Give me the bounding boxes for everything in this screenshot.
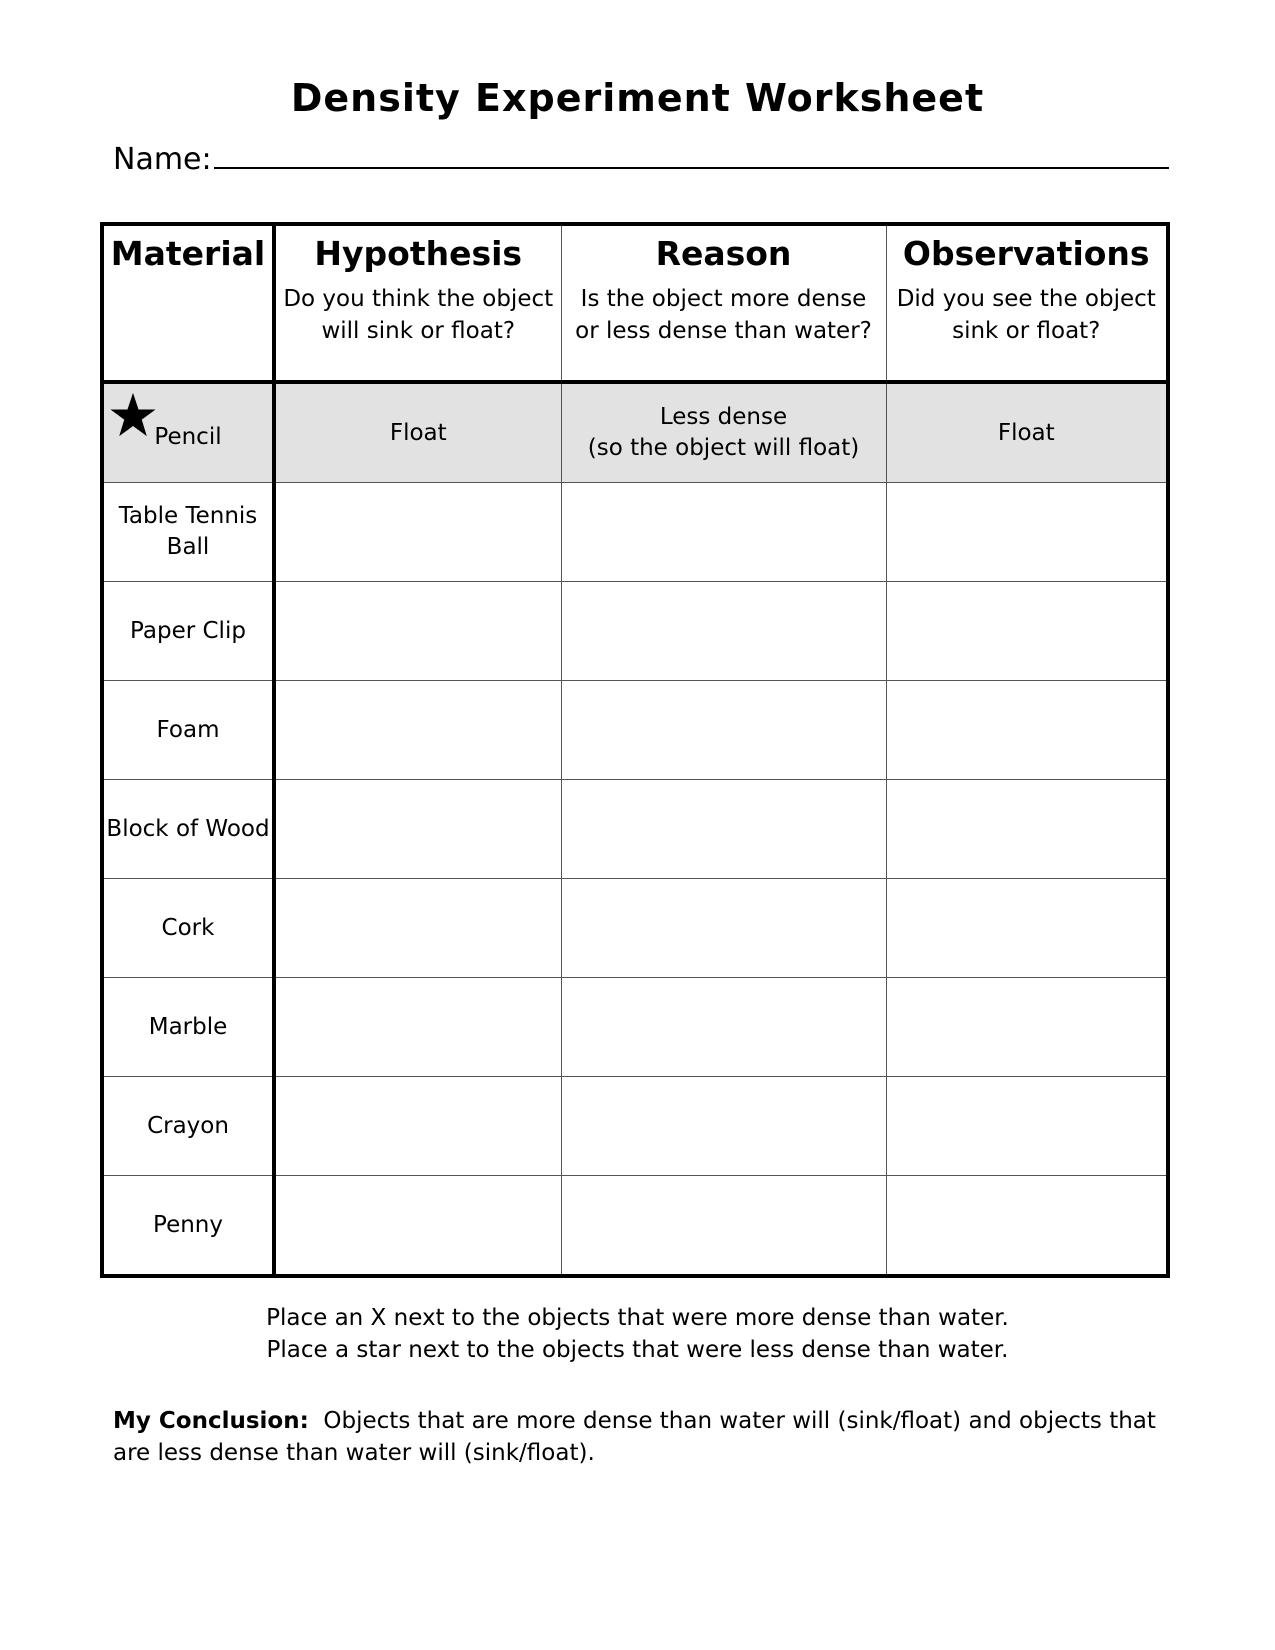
instruction-line: Place an X next to the objects that were more dense than water. [266,1305,1009,1331]
reason-cell[interactable] [561,1176,886,1277]
reason-cell[interactable] [561,780,886,879]
name-underline[interactable] [214,167,1169,169]
density-table [100,222,1170,1278]
hypothesis-cell: Float [274,382,561,483]
material-cell: Table Tennis Ball [102,483,274,582]
reason-cell[interactable] [561,582,886,681]
observation-cell[interactable] [886,483,1168,582]
reason-cell[interactable] [561,879,886,978]
material-cell: Penny [102,1176,274,1277]
hypothesis-cell[interactable] [274,1077,561,1176]
table-row [102,978,1168,1077]
material-cell [102,382,274,483]
material-cell: Foam [102,681,274,780]
example-row [102,382,1168,483]
header-title: Hypothesis [314,234,523,273]
header-material [102,224,274,382]
observation-cell[interactable] [886,879,1168,978]
hypothesis-cell[interactable] [274,780,561,879]
header-subtitle: Do you think the object will sink or float? [283,286,554,344]
conclusion-label: My Conclusion: [113,1408,309,1434]
reason-line: Less dense [659,404,788,430]
reason-cell[interactable] [561,1077,886,1176]
table-row [102,780,1168,879]
material-cell: Paper Clip [102,582,274,681]
header-hypothesis [274,224,561,382]
reason-line: (so the object will float) [587,435,860,461]
table-row [102,1077,1168,1176]
table-row [102,1176,1168,1277]
table-row [102,879,1168,978]
conclusion [113,1405,1163,1469]
header-subtitle: Did you see the object sink or float? [896,286,1156,344]
observation-cell[interactable] [886,1176,1168,1277]
worksheet-title: Density Experiment Worksheet [290,76,985,120]
observation-cell: Float [886,382,1168,483]
header-subtitle: Is the object more dense or less dense than water? [575,286,872,344]
hypothesis-cell[interactable] [274,483,561,582]
material-cell: Marble [102,978,274,1077]
star-icon [110,392,156,438]
material-cell: Block of Wood [102,780,274,879]
reason-cell[interactable] [561,483,886,582]
observation-cell[interactable] [886,780,1168,879]
observation-cell[interactable] [886,582,1168,681]
hypothesis-cell[interactable] [274,681,561,780]
header-title: Reason [655,234,792,273]
reason-cell[interactable] [561,681,886,780]
table-row [102,681,1168,780]
conclusion-text: Objects that are more dense than water will (sink/float) and objects that are less dense than water will (sink/float). [113,1408,1156,1466]
observation-cell[interactable] [886,1077,1168,1176]
name-field [113,142,1169,177]
material-cell: Crayon [102,1077,274,1176]
header-observations [886,224,1168,382]
table-row [102,483,1168,582]
observation-cell[interactable] [886,681,1168,780]
material-label: Pencil [154,423,222,450]
reason-cell[interactable] [561,978,886,1077]
header-title: Observations [902,234,1150,273]
table-row [102,582,1168,681]
header-title: Material [110,234,266,273]
observation-cell[interactable] [886,978,1168,1077]
instructions [0,1302,1275,1366]
reason-cell [561,382,886,483]
hypothesis-cell[interactable] [274,1176,561,1277]
name-label: Name: [113,142,212,177]
hypothesis-cell[interactable] [274,879,561,978]
table-header-row [102,224,1168,382]
instruction-line: Place a star next to the objects that were less dense than water. [266,1337,1009,1363]
header-reason [561,224,886,382]
material-cell: Cork [102,879,274,978]
hypothesis-cell[interactable] [274,582,561,681]
hypothesis-cell[interactable] [274,978,561,1077]
